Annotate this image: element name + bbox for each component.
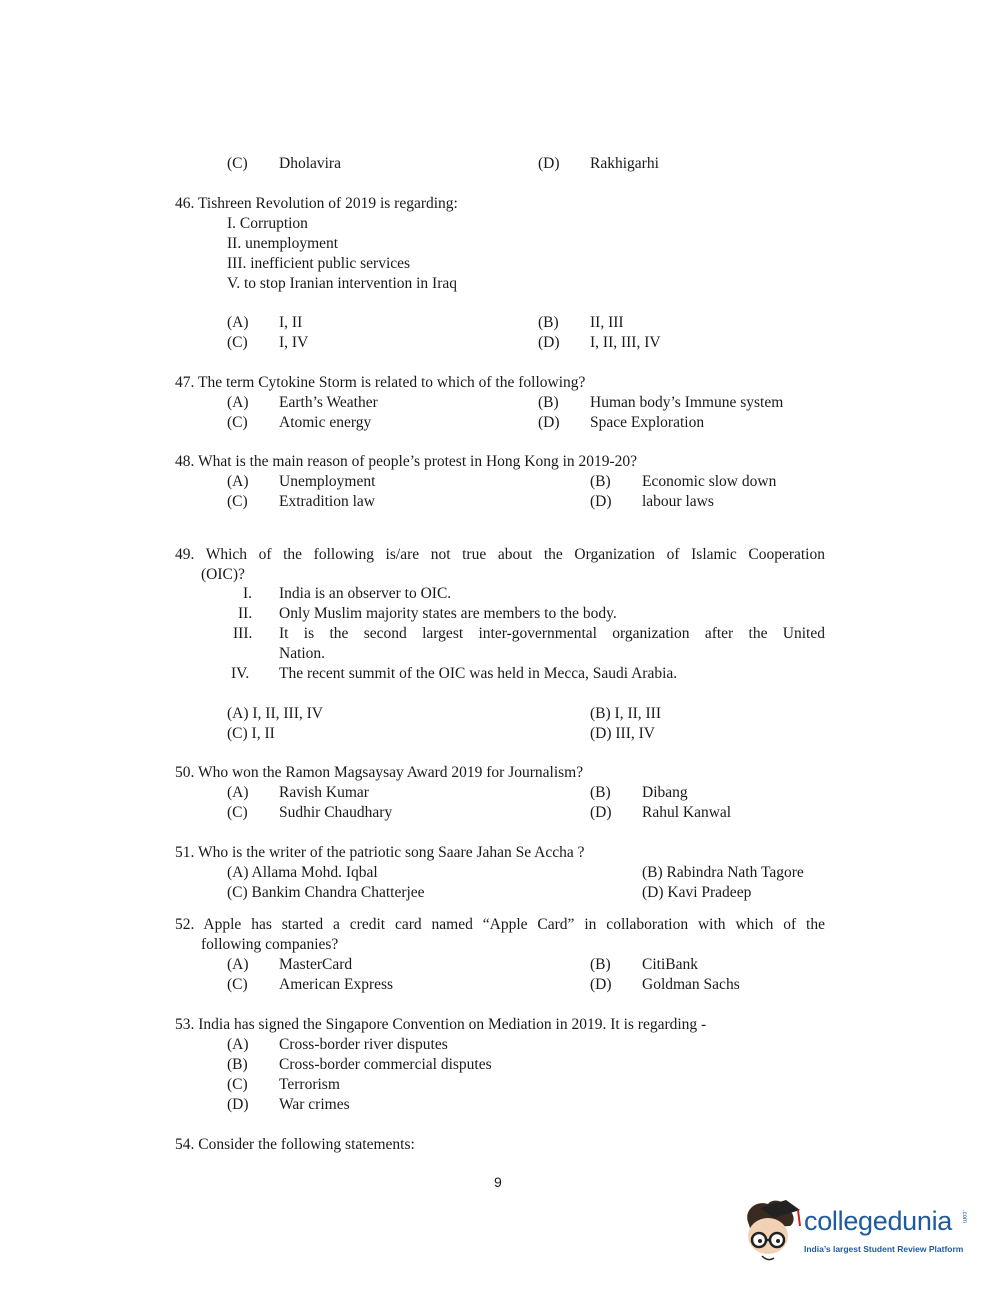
q51-question: 51. Who is the writer of the patriotic song Saare Jahan Se Accha ? xyxy=(175,844,585,861)
collegedunia-logo[interactable] xyxy=(742,1196,972,1268)
q49-option: (B) I, II, III xyxy=(590,705,662,722)
q48-option-text: Extradition law xyxy=(279,493,375,510)
q49-statement-num: IV. xyxy=(231,665,250,682)
q46-option-label: (B) xyxy=(538,314,559,331)
q52-option-text: Goldman Sachs xyxy=(642,976,740,993)
q49-question: 49. Which of the following is/are not true about the Organization of Islamic Cooperation xyxy=(175,546,825,563)
q48-option-label: (C) xyxy=(227,493,248,510)
q47-option-text: Atomic energy xyxy=(279,414,372,431)
q50-question: 50. Who won the Ramon Magsaysay Award 2019 for Journalism? xyxy=(175,764,584,781)
q47-option-text: Space Exploration xyxy=(590,414,705,431)
q49-option: (D) III, IV xyxy=(590,725,655,742)
q51-option: (C) Bankim Chandra Chatterjee xyxy=(227,884,425,901)
q49-statement-num: II. xyxy=(238,605,253,622)
q46-option-label: (C) xyxy=(227,334,248,351)
q52-option-label: (B) xyxy=(590,956,611,973)
q51-option: (A) Allama Mohd. Iqbal xyxy=(227,864,378,881)
q48-option-label: (A) xyxy=(227,473,249,490)
q50-option-text: Dibang xyxy=(642,784,688,801)
q46-statement: I. Corruption xyxy=(227,215,308,232)
q46-statement: II. unemployment xyxy=(227,235,339,252)
q53-option-label: (D) xyxy=(227,1096,249,1113)
q50-option-label: (D) xyxy=(590,804,612,821)
q47-question: 47. The term Cytokine Storm is related to which of the following? xyxy=(175,374,586,391)
q54-question: 54. Consider the following statements: xyxy=(175,1136,415,1153)
q53-option-text: Cross-border river disputes xyxy=(279,1036,448,1053)
q46-statement: V. to stop Iranian intervention in Iraq xyxy=(227,275,458,292)
q48-option-text: Unemployment xyxy=(279,473,376,490)
q48-option-label: (B) xyxy=(590,473,611,490)
q52-option-label: (A) xyxy=(227,956,249,973)
q52-option-label: (C) xyxy=(227,976,248,993)
q47-option-text: Human body’s Immune system xyxy=(590,394,784,411)
q45-option-d-label: (D) xyxy=(538,155,560,172)
q50-option-text: Sudhir Chaudhary xyxy=(279,804,393,821)
q48-question: 48. What is the main reason of people’s protest in Hong Kong in 2019-20? xyxy=(175,453,638,470)
q50-option-text: Ravish Kumar xyxy=(279,784,369,801)
q49-statement-text: The recent summit of the OIC was held in Mecca, Saudi Arabia. xyxy=(279,665,678,682)
mascot-icon xyxy=(742,1196,802,1268)
q49-statement-text-cont: Nation. xyxy=(279,645,326,662)
q47-option-label: (C) xyxy=(227,414,248,431)
q45-option-d-text: Rakhigarhi xyxy=(590,155,659,172)
brand-suffix: .com xyxy=(961,1210,967,1224)
q52-question-cont: following companies? xyxy=(201,936,339,953)
q46-option-label: (A) xyxy=(227,314,249,331)
q46-question: 46. Tishreen Revolution of 2019 is regarding: xyxy=(175,195,458,212)
q50-option-label: (B) xyxy=(590,784,611,801)
q47-option-text: Earth’s Weather xyxy=(279,394,378,411)
q49-question-cont: (OIC)? xyxy=(201,566,245,583)
q52-option-text: MasterCard xyxy=(279,956,353,973)
q52-option-text: American Express xyxy=(279,976,394,993)
q50-option-label: (A) xyxy=(227,784,249,801)
brand-tagline: India’s largest Student Review Platform xyxy=(804,1244,964,1254)
q51-option: (B) Rabindra Nath Tagore xyxy=(642,864,804,881)
q50-option-text: Rahul Kanwal xyxy=(642,804,732,821)
page-number: 9 xyxy=(494,1174,502,1190)
q53-option-label: (A) xyxy=(227,1036,249,1053)
q46-option-text: I, II xyxy=(279,314,303,331)
q49-statement-num: I. xyxy=(243,585,253,602)
q49-statement-text: India is an observer to OIC. xyxy=(279,585,452,602)
q46-option-text: I, II, III, IV xyxy=(590,334,661,351)
q53-option-text: War crimes xyxy=(279,1096,350,1113)
q50-option-label: (C) xyxy=(227,804,248,821)
q45-option-c-text: Dholavira xyxy=(279,155,341,172)
q46-option-label: (D) xyxy=(538,334,560,351)
q47-option-label: (D) xyxy=(538,414,560,431)
q53-option-text: Cross-border commercial disputes xyxy=(279,1056,492,1073)
q53-question: 53. India has signed the Singapore Convention on Mediation in 2019. It is regarding - xyxy=(175,1016,707,1033)
q46-option-text: I, IV xyxy=(279,334,309,351)
q46-option-text: II, III xyxy=(590,314,624,331)
q48-option-text: Economic slow down xyxy=(642,473,777,490)
q53-option-label: (C) xyxy=(227,1076,248,1093)
q51-option: (D) Kavi Pradeep xyxy=(642,884,752,901)
q49-statement-text: Only Muslim majority states are members to the body. xyxy=(279,605,617,622)
brand-name: collegedunia xyxy=(804,1206,953,1236)
q49-option: (C) I, II xyxy=(227,725,275,742)
q48-option-text: labour laws xyxy=(642,493,714,510)
q52-question: 52. Apple has started a credit card named “Apple Card” in collaboration with which of the xyxy=(175,916,825,933)
q52-option-text: CitiBank xyxy=(642,956,698,973)
q52-option-label: (D) xyxy=(590,976,612,993)
q48-option-label: (D) xyxy=(590,493,612,510)
q53-option-label: (B) xyxy=(227,1056,248,1073)
q49-statement-text: It is the second largest inter-governmental organization after the United xyxy=(279,625,825,642)
q47-option-label: (B) xyxy=(538,394,559,411)
q45-option-c-label: (C) xyxy=(227,155,248,172)
q49-option: (A) I, II, III, IV xyxy=(227,705,323,722)
q49-statement-num: III. xyxy=(233,625,253,642)
q46-statement: III. inefficient public services xyxy=(227,255,411,272)
q47-option-label: (A) xyxy=(227,394,249,411)
q53-option-text: Terrorism xyxy=(279,1076,340,1093)
